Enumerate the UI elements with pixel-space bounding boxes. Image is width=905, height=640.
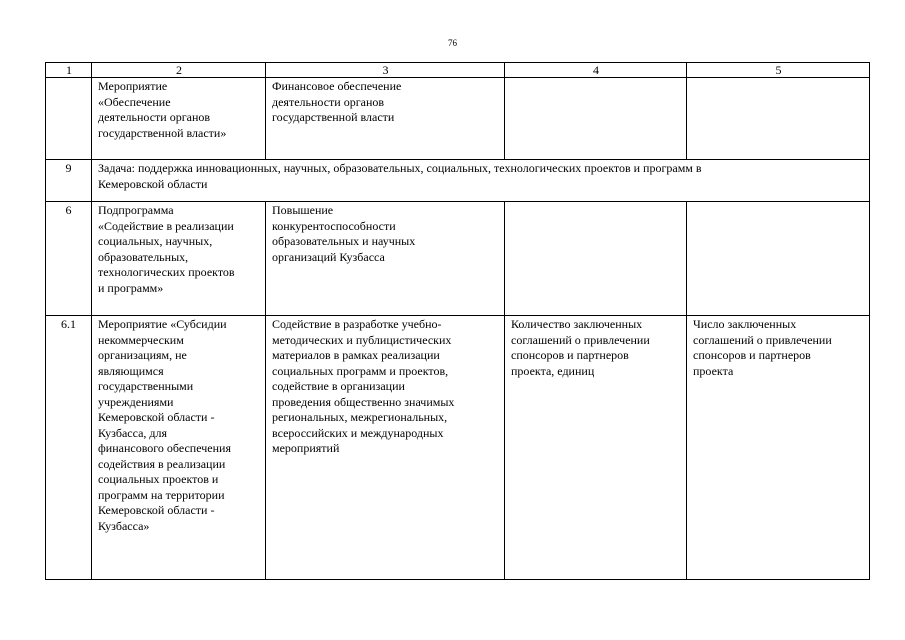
task-cell: Задача: поддержка инновационных, научных, образовательных, социальных, технологических проектов и программ в Кемеровской области [92,160,870,202]
row-result-cell: Число заключенных соглашений о привлечении спонсоров и партнеров проекта [687,316,870,580]
row-indicator-cell [505,78,687,160]
row-goal-cell: Содействие в разработке учебно- методических и публицистических материалов в рамках реализации социальных программ и проектов, содействие в организации проведения общественно значимых региональных, межрегиональных, всероссийских и международных мероприятий [266,316,505,580]
header-cell-4: 4 [505,63,687,78]
header-cell-5: 5 [687,63,870,78]
row-number [46,78,92,160]
header-cell-1: 1 [46,63,92,78]
row-result-cell [687,202,870,316]
row-result-cell [687,78,870,160]
table-row [46,202,870,316]
row-name-cell: Мероприятие «Обеспечение деятельности органов государственной власти» [92,78,266,160]
row-number: 6 [46,202,92,316]
page-number: 76 [448,38,457,48]
table-header-row [46,63,870,78]
row-goal-cell: Финансовое обеспечение деятельности органов государственной власти [266,78,505,160]
row-indicator-cell [505,202,687,316]
row-name-cell: Подпрограмма «Содействие в реализации социальных, научных, образовательных, технологических проектов и программ» [92,202,266,316]
measures-table [45,62,870,580]
row-number: 9 [46,160,92,202]
table-row [46,78,870,160]
header-cell-3: 3 [266,63,505,78]
row-name-cell: Мероприятие «Субсидии некоммерческим организациям, не являющимся государственными учреждениями Кемеровской области - Кузбасса, для финансового обеспечения содействия в реализации социальных проектов и программ на территории Кемеровской области - Кузбасса» [92,316,266,580]
table-row [46,316,870,580]
row-goal-cell: Повышение конкурентоспособности образовательных и научных организаций Кузбасса [266,202,505,316]
table-row-task [46,160,870,202]
header-cell-2: 2 [92,63,266,78]
row-number: 6.1 [46,316,92,580]
row-indicator-cell: Количество заключенных соглашений о привлечении спонсоров и партнеров проекта, единиц [505,316,687,580]
